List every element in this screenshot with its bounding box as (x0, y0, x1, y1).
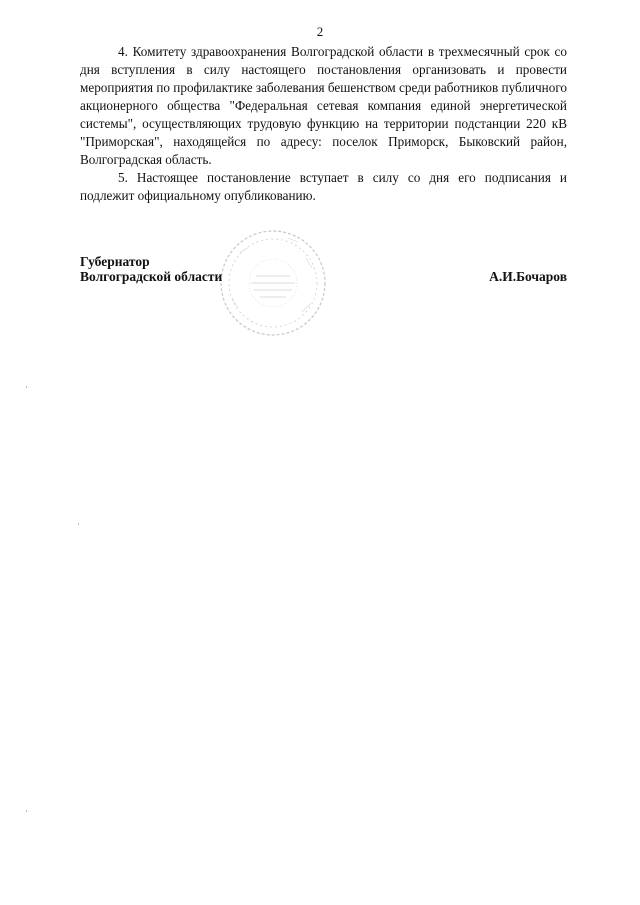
signature-block (80, 254, 567, 294)
signatory-position (80, 254, 222, 284)
signatory-name: А.И.Бочаров (489, 269, 567, 284)
scan-speck (26, 810, 27, 812)
paragraph-4: 4. Комитету здравоохранения Волгоградской области в трехмесячный срок со дня вступления в силу настоящего постановления организовать и провести мероприятия по профилактике заболевания бешенством среди работников публичного акционерного общества "Федеральная сетевая компания единой энергетической системы", осуществляющих трудовую функцию на территории подстанции 220 кВ "Приморская", находящейся по адресу: поселок Приморск, Быковский район, Волгоградская область. (80, 44, 568, 167)
page-number: 2 (316, 24, 324, 39)
scan-speck (26, 386, 27, 388)
position-line-2: Волгоградской области (80, 269, 223, 284)
paragraph-5: 5. Настоящее постановление вступает в силу со дня его подписания и подлежит официальному опубликованию. (80, 170, 567, 203)
scan-speck (78, 523, 79, 525)
position-line-1: Губернатор (80, 254, 150, 269)
document-body (80, 43, 567, 205)
